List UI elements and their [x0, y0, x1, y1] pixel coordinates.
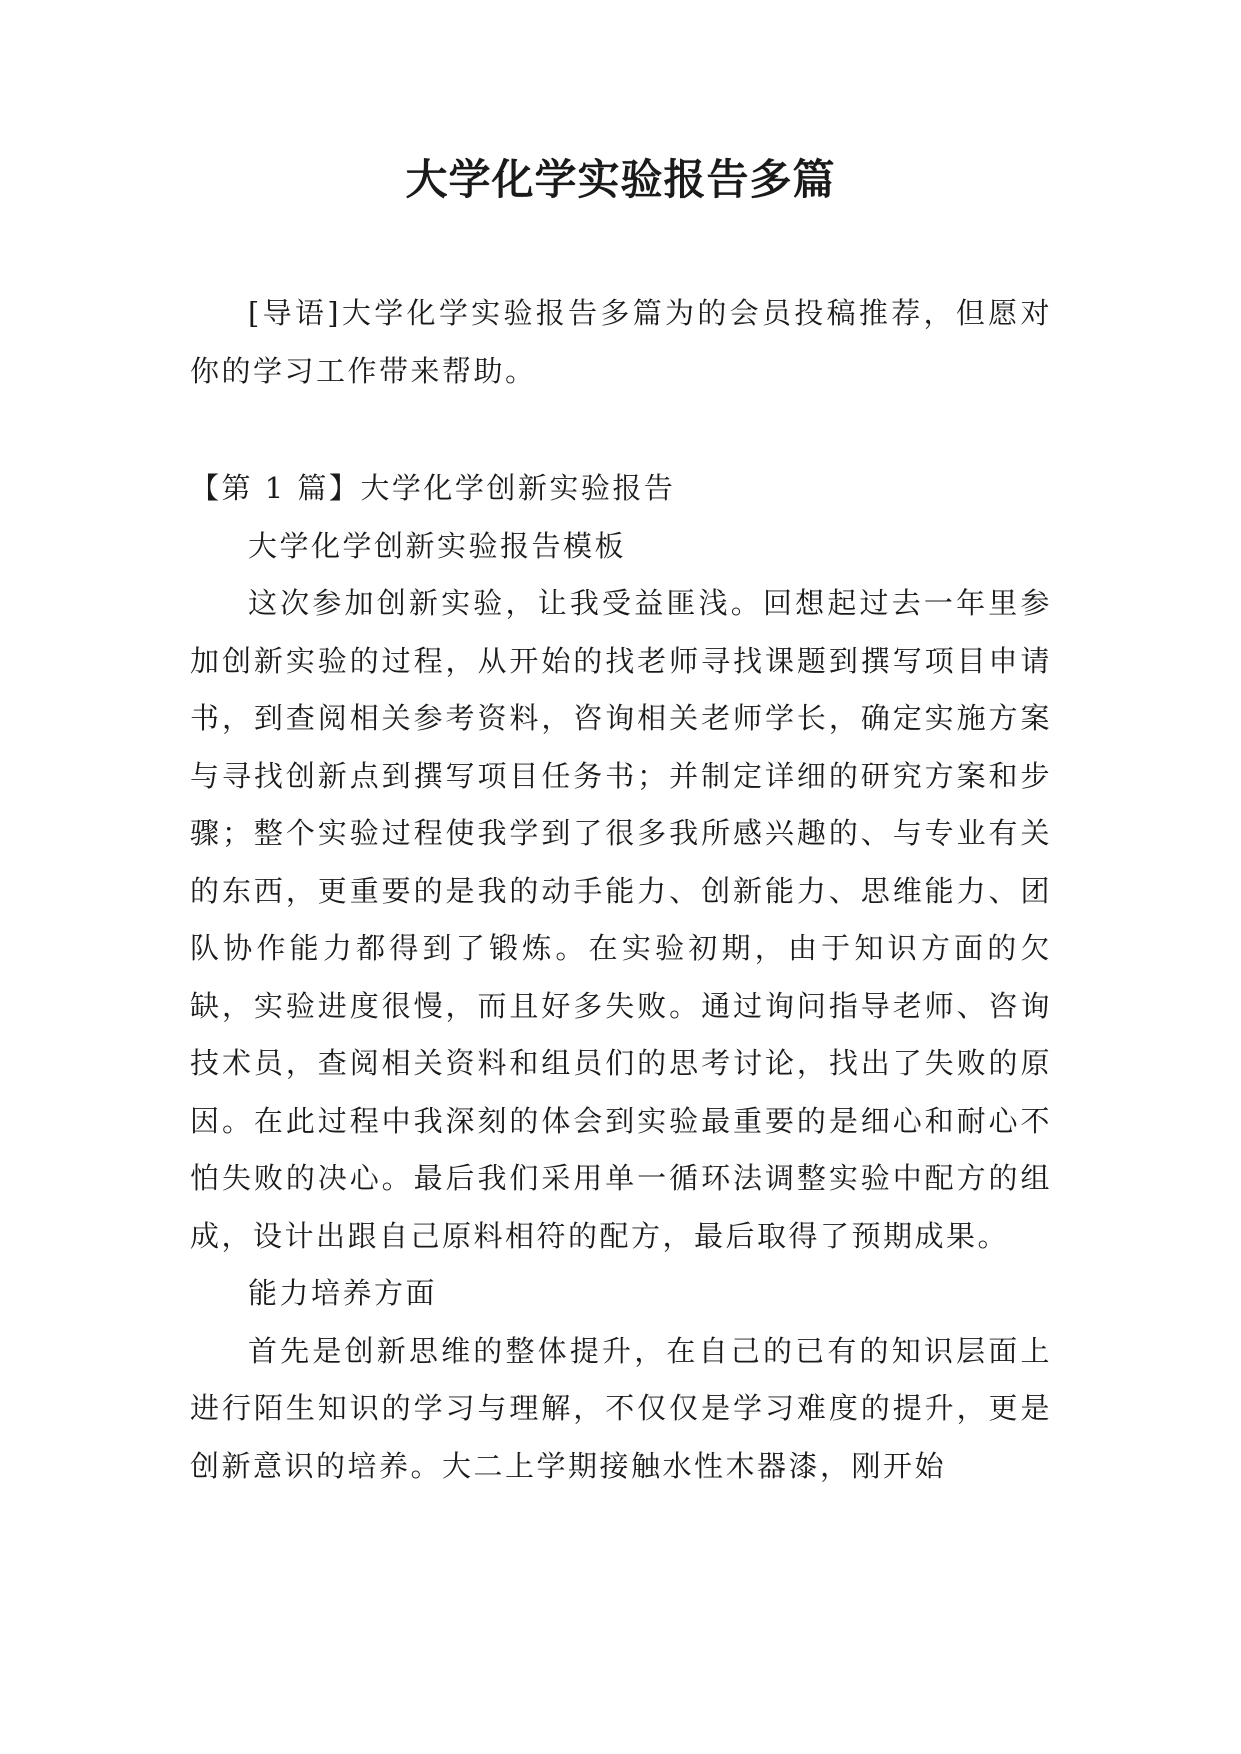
section-1: [190, 460, 1052, 1495]
body-paragraph-2: 首先是创新思维的整体提升，在自己的已有的知识层面上进行陌生知识的学习与理解，不仅仅是学习难度的提升，更是创新意识的培养。大二上学期接触水性木器漆，刚开始: [190, 1333, 1052, 1483]
document-title: 大学化学实验报告多篇: [405, 155, 836, 204]
body-paragraph-1: 这次参加创新实验，让我受益匪浅。回想起过去一年里参加创新实验的过程，从开始的找老师寻找课题到撰写项目申请书，到查阅相关参考资料，咨询相关老师学长，确定实施方案与寻找创新点到撰写项目任务书；并制定详细的研究方案和步骤；整个实验过程使我学到了很多我所感兴趣的、与专业有关的东西，更重要的是我的动手能力、创新能力、思维能力、团队协作能力都得到了锻炼。在实验初期，由于知识方面的欠缺，实验进度很慢，而且好多失败。通过询问指导老师、咨询技术员，查阅相关资料和组员们的思考讨论，找出了失败的原因。在此过程中我深刻的体会到实验最重要的是细心和耐心不怕失败的决心。最后我们采用单一循环法调整实验中配方的组成，设计出跟自己原料相符的配方，最后取得了预期成果。: [190, 586, 1052, 1253]
intro-block: [190, 285, 1052, 400]
intro-paragraph: [导语]大学化学实验报告多篇为的会员投稿推荐，但愿对你的学习工作带来帮助。: [190, 296, 1052, 388]
section-subtitle: 大学化学创新实验报告模板: [248, 528, 627, 563]
section-heading: 【第 1 篇】大学化学创新实验报告: [190, 471, 676, 505]
subheading-ability: 能力培养方面: [248, 1276, 438, 1310]
